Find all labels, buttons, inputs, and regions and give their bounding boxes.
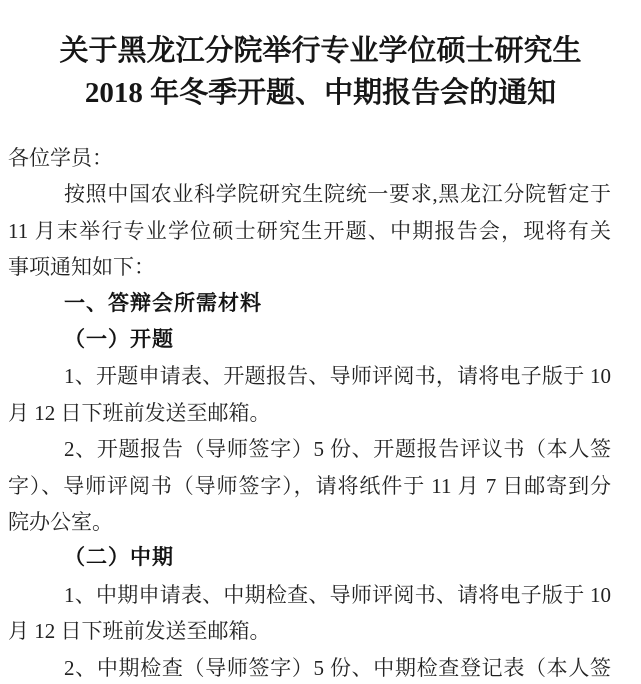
document-title-line-1: 关于黑龙江分院举行专业学位硕士研究生 <box>59 35 582 67</box>
midterm-item-2-line-1: 2、中期检查（导师签字）5 份、中期检查登记表（本人签 <box>64 655 611 680</box>
proposal-item-2-line-3: 院办公室。 <box>8 510 113 535</box>
intro-paragraph-line-2: 11 月末举行专业学位硕士研究生开题、中期报告会，现将有关 <box>8 218 611 243</box>
salutation: 各位学员： <box>8 146 113 170</box>
subsection-heading-proposal: （一）开题 <box>64 328 174 352</box>
proposal-item-1-line-2: 月 12 日下班前发送至邮箱。 <box>8 400 271 425</box>
subsection-heading-midterm: （二）中期 <box>64 546 174 570</box>
midterm-item-1-line-2: 月 12 日下班前发送至邮箱。 <box>8 619 271 644</box>
midterm-item-1-line-1: 1、中期申请表、中期检查、导师评阅书、请将电子版于 10 <box>64 582 611 607</box>
intro-paragraph-line-1: 按照中国农业科学院研究生院统一要求,黑龙江分院暂定于 <box>64 182 611 207</box>
proposal-item-2-line-1: 2、开题报告（导师签字）5 份、开题报告评议书（本人签 <box>64 437 611 462</box>
section-heading-defense-materials: 一、答辩会所需材料 <box>64 291 262 315</box>
proposal-item-2-line-2: 字）、导师评阅书（导师签字），请将纸件于 11 月 7 日邮寄到分 <box>8 473 611 498</box>
document-body <box>0 140 641 684</box>
intro-paragraph-line-3: 事项通知如下： <box>8 255 155 280</box>
proposal-item-1-line-1: 1、开题申请表、开题报告、导师评阅书，请将电子版于 10 <box>64 364 611 389</box>
document-title <box>0 0 641 114</box>
document-title-line-2: 2018 年冬季开题、中期报告会的通知 <box>84 77 557 109</box>
